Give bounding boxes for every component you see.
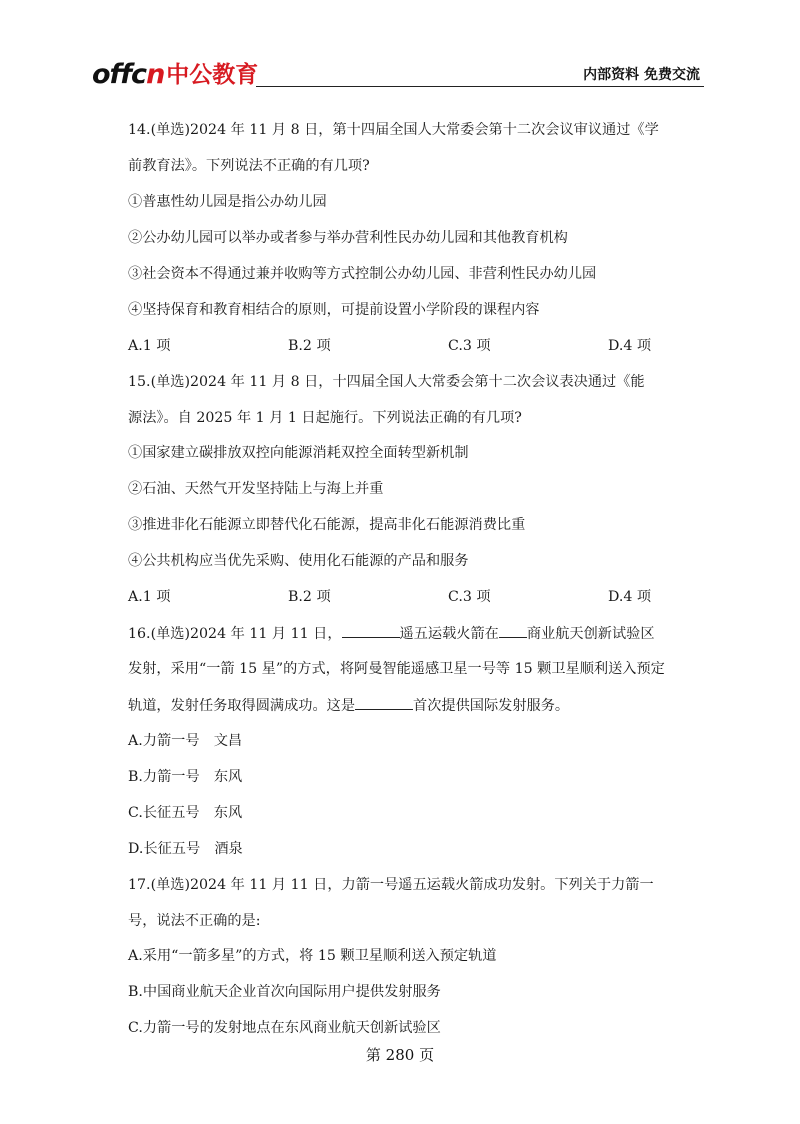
q15-statement-3: ③推进非化石能源立即替代化石能源，提高非化石能源消费比重 xyxy=(128,517,526,533)
q14-option-b: B.2 项 xyxy=(288,338,331,354)
q15-option-a: A.1 项 xyxy=(128,589,171,605)
q15-statement-2: ②石油、天然气开发坚持陆上与海上并重 xyxy=(128,481,384,497)
q16-option-c: C.长征五号 东风 xyxy=(128,805,243,821)
q17-stem-line1: 17.(单选)2024 年 11 月 11 日，力箭一号遥五运载火箭成功发射。下列关于力箭一 xyxy=(128,877,654,893)
q16-option-b: B.力箭一号 东风 xyxy=(128,769,243,785)
q15-option-d: D.4 项 xyxy=(608,589,652,605)
q16-blank-1 xyxy=(342,623,400,638)
q15-stem-line2: 源法》。自 2025 年 1 月 1 日起施行。下列说法正确的有几项? xyxy=(128,410,522,426)
q17-option-b: B.中国商业航天企业首次向国际用户提供发射服务 xyxy=(128,984,441,1000)
q14-statement-1: ①普惠性幼儿园是指公办幼儿园 xyxy=(128,194,327,210)
q14-stem-line2: 前教育法》。下列说法不正确的有几项? xyxy=(128,158,370,174)
q14-statement-4: ④坚持保育和教育相结合的原则，可提前设置小学阶段的课程内容 xyxy=(128,302,540,318)
q15-stem-line1: 15.(单选)2024 年 11 月 8 日，十四届全国人大常委会第十二次会议表决通过《能 xyxy=(128,374,645,390)
q14-option-c: C.3 项 xyxy=(448,338,491,354)
q17-option-c: C.力箭一号的发射地点在东风商业航天创新试验区 xyxy=(128,1020,441,1036)
q16-option-a: A.力箭一号 文昌 xyxy=(128,733,243,749)
q15-statement-1: ①国家建立碳排放双控向能源消耗双控全面转型新机制 xyxy=(128,445,469,461)
q16-blank-2 xyxy=(499,623,527,638)
q16-stem-line2: 发射，采用“一箭 15 星”的方式，将阿曼智能遥感卫星一号等 15 颗卫星顺利送入预定 xyxy=(128,661,665,677)
q14-stem-line1: 14.(单选)2024 年 11 月 8 日，第十四届全国人大常委会第十二次会议审议通过《学 xyxy=(128,122,659,138)
offcn-logo xyxy=(92,56,258,90)
logo-en-text: offcn xyxy=(92,59,165,90)
q15-option-c: C.3 项 xyxy=(448,589,491,605)
q16-stem-line3: 轨道，发射任务取得圆满成功。这是 首次提供国际发射服务。 xyxy=(128,695,569,716)
page-header xyxy=(92,56,704,90)
q15-option-b: B.2 项 xyxy=(288,589,331,605)
header-note: 内部资料 免费交流 xyxy=(583,67,700,83)
q14-statement-3: ③社会资本不得通过兼并收购等方式控制公办幼儿园、非营利性民办幼儿园 xyxy=(128,266,597,282)
q17-stem-line2: 号，说法不正确的是: xyxy=(128,913,261,929)
q17-option-a: A.采用“一箭多星”的方式，将 15 颗卫星顺利送入预定轨道 xyxy=(128,948,497,964)
q16-stem-line1: 16.(单选)2024 年 11 月 11 日， 遥五运载火箭在 商业航天创新试验区 xyxy=(128,623,655,644)
header-rule xyxy=(256,86,704,87)
logo-cn-text: 中公教育 xyxy=(166,62,259,88)
q14-option-a: A.1 项 xyxy=(128,338,171,354)
q15-statement-4: ④公共机构应当优先采购、使用化石能源的产品和服务 xyxy=(128,553,469,569)
q16-option-d: D.长征五号 酒泉 xyxy=(128,841,243,857)
q14-statement-2: ②公办幼儿园可以举办或者参与举办营利性民办幼儿园和其他教育机构 xyxy=(128,230,568,246)
q16-blank-3 xyxy=(355,695,413,710)
q14-option-d: D.4 项 xyxy=(608,338,652,354)
page-number: 第 280 页 xyxy=(365,1046,435,1064)
